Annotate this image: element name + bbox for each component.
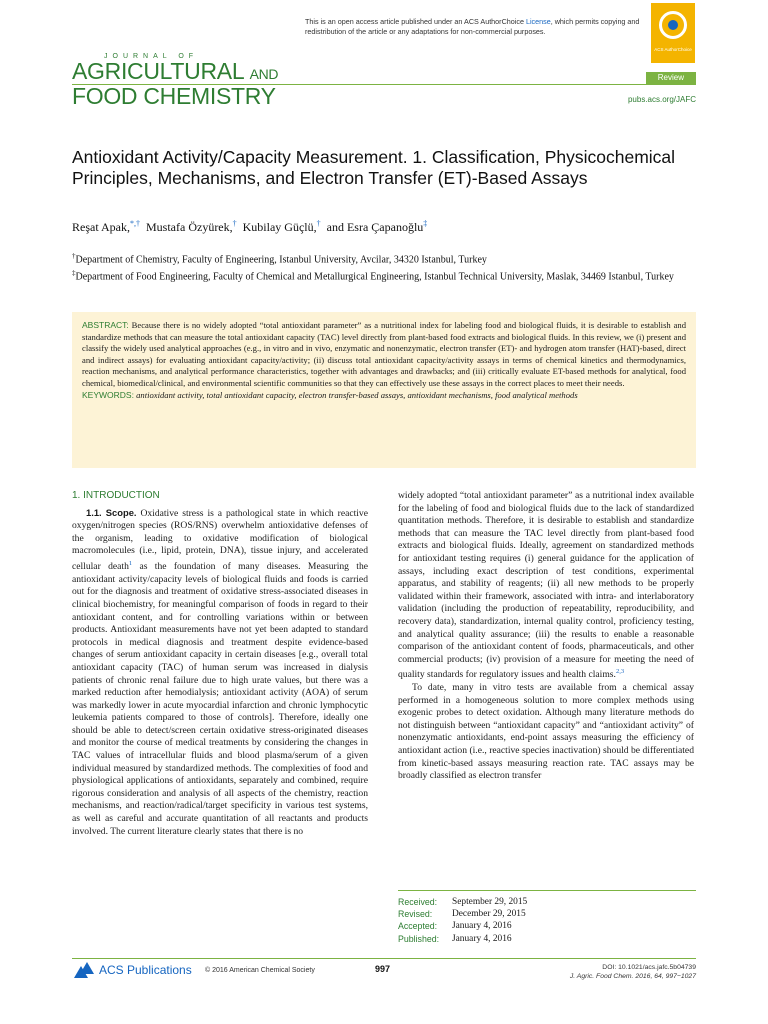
keywords-label: KEYWORDS: xyxy=(82,390,134,400)
reference-link[interactable]: 1 xyxy=(128,559,133,567)
copyright-notice: © 2016 American Chemical Society xyxy=(205,967,315,974)
author-affil-mark: *,† xyxy=(130,219,140,228)
body-column-left xyxy=(72,490,368,838)
author-list xyxy=(72,219,427,235)
abstract-box xyxy=(72,312,696,468)
author-name[interactable]: Kubilay Güçlü, xyxy=(242,220,317,234)
article-dates xyxy=(398,890,696,945)
affiliation-mark: † xyxy=(72,252,76,260)
author-name[interactable]: and Esra Çapanoğlu xyxy=(326,220,424,234)
keywords-text: antioxidant activity, total antioxidant capacity, electron transfer-based assays, antioxidant mechanisms, food analytical methods xyxy=(136,390,578,400)
date-label: Revised: xyxy=(398,909,433,920)
date-label: Published: xyxy=(398,933,440,944)
publisher-logo[interactable] xyxy=(74,962,192,978)
author-affil-mark: ‡ xyxy=(423,219,428,228)
date-row xyxy=(398,920,696,932)
paragraph-text: widely adopted “total antioxidant parameter” as a nutritional index available for the labeling of food and biological fluids due to the lack of standardized quantitation methods. Therefore, it is desirable to establish and standardize methods that can measure the TAC level directly from plant-based food extracts and biological fluids. Ideally, agreement on standardized methods for antioxidant testing requires (i) general guidance for the application of assays, including exact description of test conditions, experimental apparatus, and stability of reagents; (ii) all new methods to be properly validated within their framework, associated with intra- and interlaboratory validation (including the production of repeatability, reproducibility, and recovery data), standardization, internal quality control, proficiency testing, and analytical quality assurance; (iii) the results to enable a reasonable comparison of the antioxidant content of foods, pharmaceuticals, and other commercial products; (iv) provision of a measure for meeting the need of quality standards for regulatory issues and health claims. xyxy=(398,490,694,681)
affiliation-mark: ‡ xyxy=(72,269,76,277)
date-value: January 4, 2016 xyxy=(452,921,512,932)
date-label: Accepted: xyxy=(398,921,438,932)
publisher-name: ACS Publications xyxy=(99,963,192,977)
date-row xyxy=(398,896,696,908)
affiliation-text: Department of Food Engineering, Faculty of Chemical and Metallurgical Engineering, Istanbul Technical University, Maslak, 34469 Istanbul, Turkey xyxy=(75,271,674,283)
license-text-pre: This is an open access article published under an ACS AuthorChoice xyxy=(305,17,526,26)
paragraph-text: as the foundation of many diseases. Measuring the antioxidant activity/capacity levels of biological fluids and foods is carried out for the diagnosis and treatment of oxidative stress-associated diseases in clinical biochemistry, for meaningful comparison of foods in regard to their antioxidant content, and for controlling variations within or between products. Antioxidant measurements have not yet been adapted to standard protocols in medical diagnosis and treatment despite evidence-based changes of serum antioxidant capacity in certain diseases [e.g., overall total antioxidant capacity (TAC) of human serum was increased in dialysis patients of chronic renal failure due to high urate values, but there was a marked reduction after hemodialysis; antioxidant activity (AOA) of serum was markedly lower in acute myocardial infarction and chronic lymphocytic leukemia patients compared to those of controls]. Therefore, ideally one should be able to detect/screen certain oxidative stress-originated diseases and monitor the course of medical treatments by considering the changes in TAC values of intracellular fluids and blood plasma/serum of a given individual measured by standardized methods. The complexities of food and physiological applications of antioxidants, separately and combined, require rigorous consideration and analysis of all aspects of the chemistry, reaction mechanisms, and reaction/radical/target specificity in various test systems, as well as careful and accurate quantitation of all reactants and products involved. The current literature clearly states that there is no xyxy=(72,561,369,837)
body-paragraph xyxy=(72,507,368,839)
journal-logo-agricultural: AGRICULTURAL xyxy=(72,58,244,84)
section-heading: 1. INTRODUCTION xyxy=(72,490,160,501)
date-value: September 29, 2015 xyxy=(452,897,528,907)
doi-block xyxy=(570,963,696,981)
body-column-right xyxy=(398,490,694,783)
license-text-post: , which permits copying and redistribution of the article or any adaptations for non-commercial purposes. xyxy=(305,17,640,36)
date-label: Received: xyxy=(398,897,438,907)
footer-divider xyxy=(72,958,696,959)
license-notice xyxy=(305,17,645,36)
journal-logo-and: AND xyxy=(249,66,279,82)
article-title: Antioxidant Activity/Capacity Measurement. 1. Classification, Physicochemical Principles, Mechanisms, and Electron Transfer (ET)-Based Assays xyxy=(72,147,676,188)
paragraph-text: To date, many in vitro tests are available from a chemical assay performed in a homogeneous solution to more complex methods using exogenic probes to detect oxidation. Although many literature methods do not distinguish between “antioxidant capacity” and “antioxidant activity” of nonenzymatic antioxidants, end-point assays measuring the efficiency of antioxidant action (i.e., reactive species inactivation) should be differentiated from kinetic-based assays measuring reaction rate. TAC assays may be broadly classified as electron transfer xyxy=(398,682,694,782)
author-name[interactable]: Mustafa Özyürek, xyxy=(146,220,233,234)
paragraph-text: Oxidative stress is a pathological state in which reactive oxygen/nitrogen species (ROS/RNS) overwhelm antioxidative defenses of the organism, leading to oxidative modification of biological macromolecules (i.e., lipid, protein, DNA), tissue injury, and accelerated cellular death xyxy=(72,507,368,573)
affiliation xyxy=(72,250,696,266)
open-access-dot-icon xyxy=(668,20,678,30)
journal-logo-small: JOURNAL OF xyxy=(104,53,199,60)
citation: J. Agric. Food Chem. 2016, 64, 997−1027 xyxy=(569,973,696,980)
affiliation xyxy=(72,267,696,283)
license-link[interactable]: License xyxy=(525,17,551,26)
keywords-line xyxy=(82,390,686,402)
reference-link[interactable]: 2,3 xyxy=(615,668,625,676)
body-paragraph xyxy=(398,490,694,682)
journal-logo-line2: FOOD CHEMISTRY xyxy=(72,83,276,109)
doi-link[interactable]: DOI: 10.1021/acs.jafc.5b04739 xyxy=(602,964,696,971)
abstract-text: Because there is no widely adopted “total antioxidant parameter” as a nutritional index for labeling food and biological fluids, it is desirable to establish and standardize methods that can measure the total antioxidant capacity (TAC) level directly from plant-based food extracts and biological fluids. In this review, we (i) present and classify the widely used analytical approaches (e.g., in vitro and in vivo, enzymatic and nonenzymatic, electron transfer (ET)- and hydrogen atom transfer (HAT)-based, direct and indirect assays) for evaluating antioxidant capacity/activity; (ii) discuss total antioxidant capacity/activity assays in terms of chemical kinetics and thermodynamics, reaction mechanisms, and analytical performance characteristics, together with advantages and drawbacks; and (iii) critically evaluate ET-based methods for analytical, food chemical, biomedical/clinical, and environmental scientific communities so that they can effectively use these assays in the correct places to meet their needs. xyxy=(82,320,686,388)
journal-url[interactable]: pubs.acs.org/JAFC xyxy=(627,95,696,104)
open-access-badge[interactable] xyxy=(651,3,695,63)
affiliation-text: Department of Chemistry, Faculty of Engineering, Istanbul University, Avcilar, 34320 Istanbul, Turkey xyxy=(75,254,487,266)
date-row xyxy=(398,908,696,920)
author-affil-mark: † xyxy=(232,219,237,228)
date-value: December 29, 2015 xyxy=(452,909,526,920)
date-row xyxy=(398,933,696,945)
author-affil-mark: † xyxy=(316,219,321,228)
acs-triangle-icon xyxy=(74,962,94,978)
abstract-label: ABSTRACT: xyxy=(82,320,129,330)
date-value: January 4, 2016 xyxy=(452,933,512,944)
article-type-tag: Review xyxy=(646,72,696,84)
open-access-badge-label: ACS AuthorChoice xyxy=(654,47,692,52)
author-name[interactable]: Reşat Apak, xyxy=(72,220,130,234)
page-number: 997 xyxy=(375,964,391,974)
body-paragraph xyxy=(398,682,694,783)
article-type-bar xyxy=(72,72,696,85)
subsection-heading: 1.1. Scope. xyxy=(86,506,137,518)
